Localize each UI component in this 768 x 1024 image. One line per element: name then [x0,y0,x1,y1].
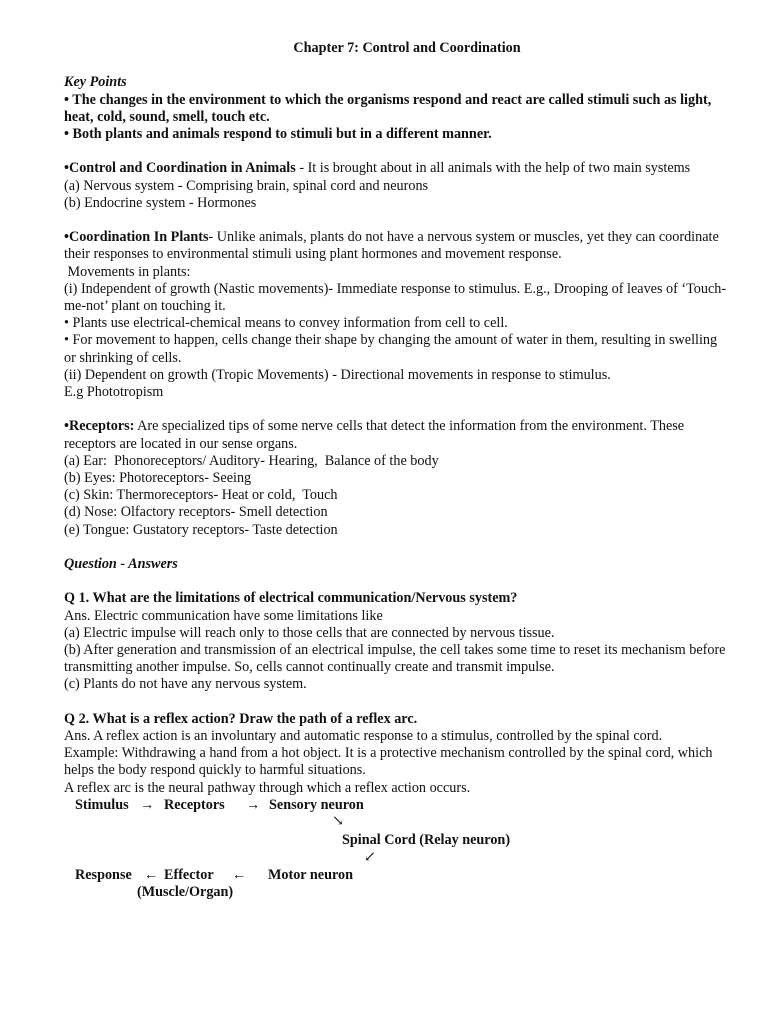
qa-heading: Question - Answers [64,556,178,573]
receptor-item: (d) Nose: Olfactory receptors- Smell detection [64,504,328,521]
key-point-1: • The changes in the environment to which the organisms respond and react are called stimuli such as light, heat, cold, sound, smell, touch etc. [64,91,712,125]
reflex-effector: Effector [164,866,214,883]
receptors-heading: •Receptors: [64,418,135,435]
reflex-stimulus: Stimulus [75,796,129,813]
plants-paragraph [64,229,732,263]
plants-movements-label: Movements in plants: [64,263,191,280]
arrow-down-left-icon: ↙ [364,848,376,865]
arrow-down-right-icon: ↘ [332,812,344,829]
q2-question: Q 2. What is a reflex action? Draw the path of a reflex arc. [64,710,418,727]
receptor-item: (b) Eyes: Photoreceptors- Seeing [64,470,252,487]
receptor-item: (c) Skin: Thermoreceptors- Heat or cold, Touch [64,487,338,504]
animals-heading: •Control and Coordination in Animals [64,160,296,177]
q1-answer-a: (a) Electric impulse will reach only to those cells that are connected by nervous tissue. [64,624,555,641]
plants-point-1: • Plants use electrical-chemical means to convey information from cell to cell. [64,315,508,332]
animals-paragraph [64,160,732,177]
plants-text: - Unlike animals, plants do not have a nervous system or muscles, yet they can coordinate their responses to environmental stimuli using plant hormones and movement response. [64,229,719,263]
arrow-right-icon: → [246,796,261,813]
document-body [64,40,732,899]
key-point-2: • Both plants and animals respond to stimuli but in a different manner. [64,126,492,142]
q2-answer-3: A reflex arc is the neural pathway through which a reflex action occurs. [64,779,471,796]
reflex-motor-neuron: Motor neuron [268,866,353,883]
plants-point-2: • For movement to happen, cells change their shape by changing the amount of water in them, resulting in swelling or shrinking of cells. [64,332,718,366]
receptors-text: Are specialized tips of some nerve cells that detect the information from the environment. These receptors are located in our sense organs. [64,418,685,452]
reflex-arc-diagram [64,797,732,899]
animals-item-b: (b) Endocrine system - Hormones [64,194,257,211]
arrow-right-icon: → [140,796,155,813]
arrow-left-icon: ← [144,866,159,883]
reflex-response: Response [75,866,132,883]
q2-answer-1: Ans. A reflex action is an involuntary and automatic response to a stimulus, controlled by the spinal cord. [64,728,663,745]
plants-item-i: (i) Independent of growth (Nastic movements)- Immediate response to stimulus. E.g., Drooping of leaves of ‘Touch-me-not’ plant on touching it. [64,280,727,314]
reflex-sensory-neuron: Sensory neuron [269,796,364,813]
key-points-heading: Key Points [64,74,127,91]
receptors-paragraph [64,418,732,452]
q1-question: Q 1. What are the limitations of electrical communication/Nervous system? [64,590,518,607]
arrow-left-icon: ← [232,866,247,883]
q1-answer-intro: Ans. Electric communication have some limitations like [64,607,383,624]
reflex-receptors: Receptors [164,796,225,813]
reflex-muscle-organ: (Muscle/Organ) [137,883,234,900]
receptor-item: (e) Tongue: Gustatory receptors- Taste detection [64,521,338,538]
receptor-item: (a) Ear: Phonoreceptors/ Auditory- Hearing, Balance of the body [64,452,439,469]
plants-item-ii: (ii) Dependent on growth (Tropic Movements) - Directional movements in response to stimulus. [64,366,611,383]
q1-answer-c: (c) Plants do not have any nervous system. [64,676,307,693]
plants-heading: •Coordination In Plants [64,229,209,246]
animals-text: - It is brought about in all animals with the help of two main systems [295,160,691,177]
q2-answer-2: Example: Withdrawing a hand from a hot object. It is a protective mechanism controlled by the spinal cord, which helps the body respond quickly to harmful situations. [64,745,713,779]
reflex-spinal-cord: Spinal Cord (Relay neuron) [342,831,511,848]
q1-answer-b: (b) After generation and transmission of an electrical impulse, the cell takes some time to reset its mechanism before transmitting another impulse. So, cells cannot continually create and transmit impulse. [64,642,726,676]
plants-example: E.g Phototropism [64,384,164,401]
animals-item-a: (a) Nervous system - Comprising brain, spinal cord and neurons [64,177,429,194]
chapter-title: Chapter 7: Control and Coordination [293,40,521,56]
